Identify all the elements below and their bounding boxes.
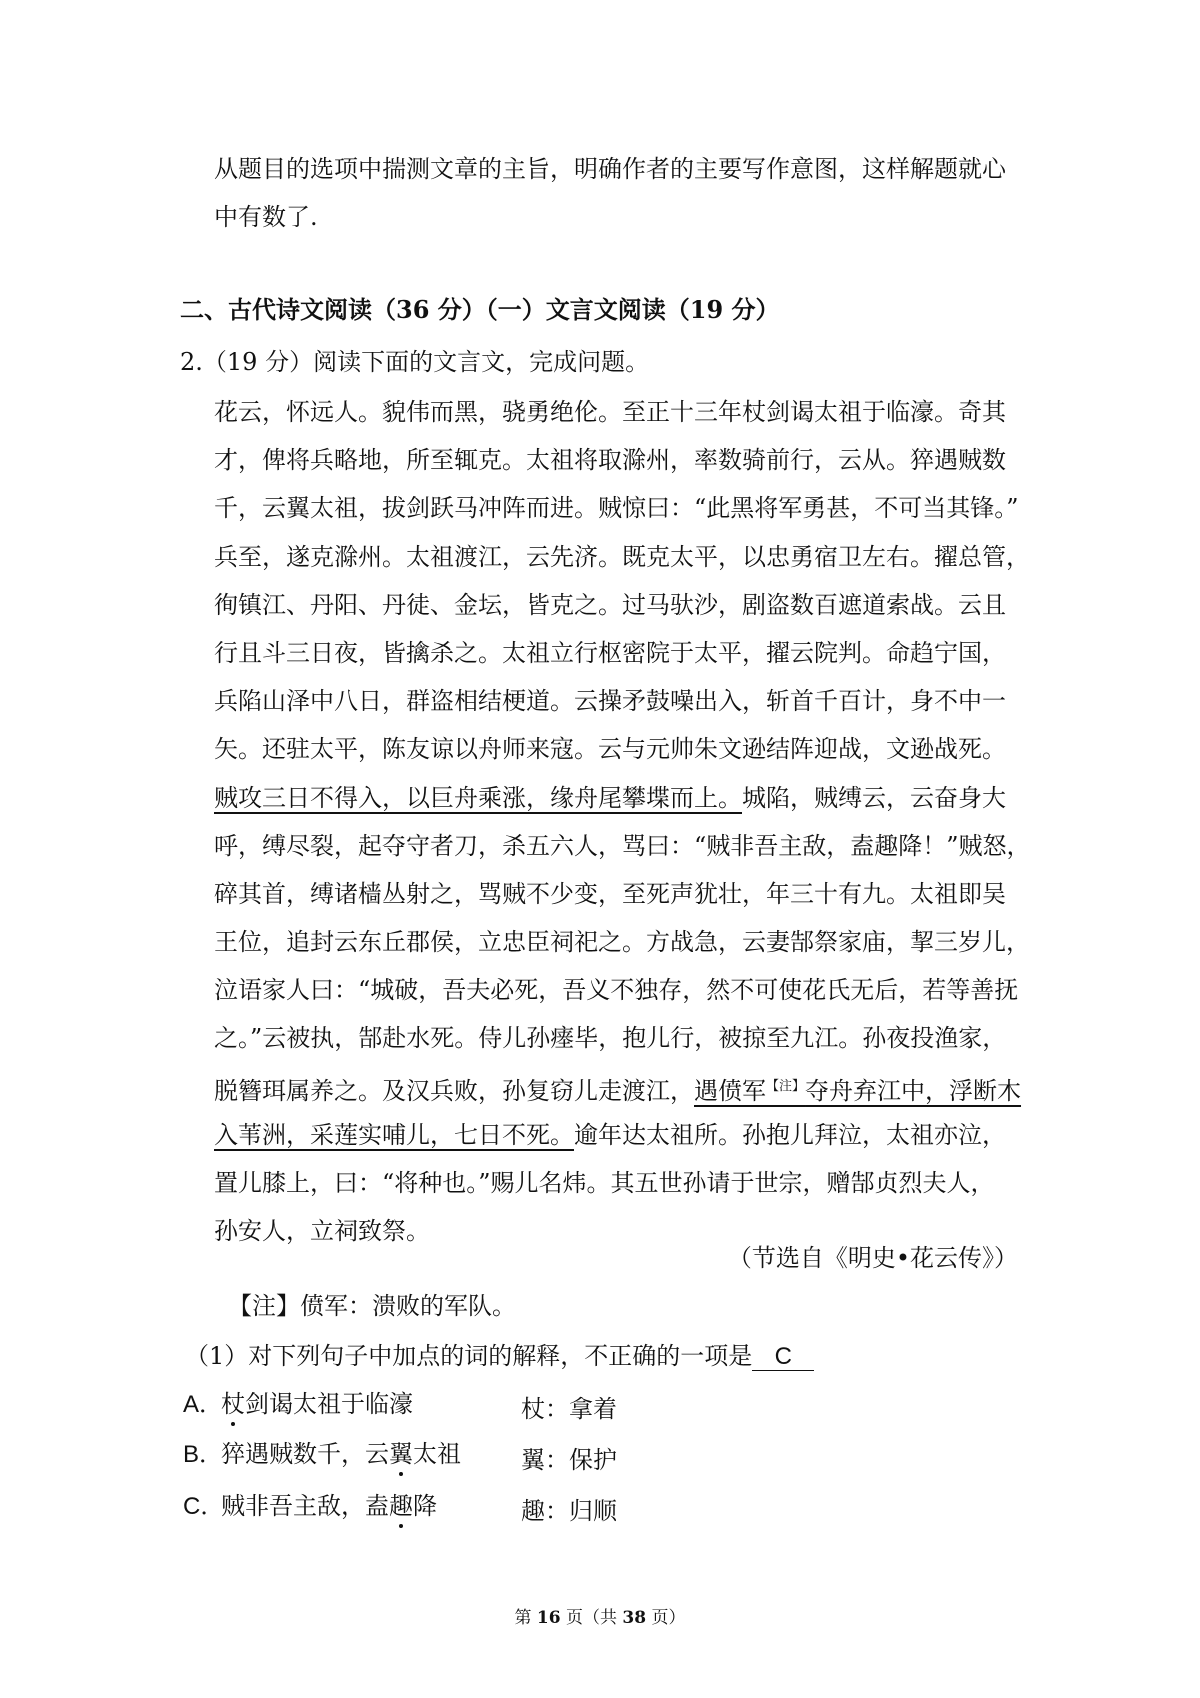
option-a — [183, 1387, 413, 1422]
dotted-word: 翼 — [389, 1440, 413, 1468]
footer-text: 页） — [646, 1608, 686, 1628]
passage-line: 孙安人，立祠致祭。 — [214, 1217, 430, 1246]
option-text: 猝遇贼数千，云 — [221, 1440, 389, 1468]
option-b — [183, 1437, 461, 1472]
section-title: 二、古代诗文阅读（36 分）（一）文言文阅读（19 分） — [180, 295, 780, 324]
passage-line — [214, 774, 1024, 822]
passage-line: 之。”云被执，郜赴水死。侍儿孙瘗毕，抱儿行，被掠至九江。孙夜投渔家， — [214, 1024, 1007, 1053]
passage-text: 脱簪珥属养之。及汉兵败，孙复窃儿走渡江， — [214, 1076, 694, 1105]
passage-line: 千，云翼太祖，拔剑跃马冲阵而进。贼惊曰：“此黑将军勇甚，不可当其锋。” — [214, 494, 1019, 523]
underlined-sentence: 贼攻三日不得入，以巨舟乘涨，缘舟尾攀堞而上。 — [214, 783, 742, 812]
underlined-sentence: 入苇洲，采莲实哺儿，七日不死。 — [214, 1120, 574, 1149]
option-text: 剑谒太祖于临濠 — [245, 1390, 413, 1418]
option-letter: C． — [183, 1493, 225, 1520]
page-total: 38 — [622, 1608, 647, 1628]
underlined-sentence — [694, 1077, 1021, 1105]
passage-line: 徇镇江、丹阳、丹徒、金坛，皆克之。过马驮沙，剧盗数百遮道索战。云且 — [214, 590, 1006, 619]
dotted-word: 杖 — [221, 1390, 245, 1418]
passage-source: （节选自《明史•花云传》） — [727, 1244, 1018, 1272]
passage-line: 花云，怀远人。貌伟而黑，骁勇绝伦。至正十三年杖剑谒太祖于临濠。奇其 — [214, 398, 1006, 426]
intro-paragraph — [214, 145, 1034, 241]
passage-line: 兵陷山泽中八日，群盗相结梗道。云操矛鼓噪出入，斩首千百计，身不中一 — [214, 687, 1006, 716]
footnote: 【注】偾军：溃败的军队。 — [228, 1292, 516, 1320]
passage-text: 城陷，贼缚云，云奋身大 — [742, 783, 1006, 812]
passage-line: 才，俾将兵略地，所至辄克。太祖将取滁州，率数骑前行，云从。猝遇贼数 — [214, 446, 1006, 475]
footer-text: 第 — [514, 1608, 537, 1628]
subquestion-text: （1）对下列句子中加点的词的解释，不正确的一项是 — [185, 1342, 753, 1370]
passage-line: 行且斗三日夜，皆擒杀之。太祖立行枢密院于太平，擢云院判。命趋宁国， — [214, 638, 1006, 667]
option-b-gloss: 翼：保护 — [521, 1446, 617, 1474]
option-letter: A． — [183, 1391, 224, 1418]
passage-text: 逾年达太祖所。孙抱儿拜泣，太祖亦泣， — [574, 1120, 1006, 1149]
page-footer — [0, 1606, 1200, 1630]
classical-passage — [214, 388, 1031, 1255]
passage-line — [214, 1111, 1024, 1159]
option-a-gloss: 杖：拿着 — [521, 1395, 617, 1423]
note-marker: 【注】 — [766, 1078, 806, 1094]
subquestion-1 — [185, 1339, 814, 1373]
option-c-gloss: 趣：归顺 — [521, 1497, 617, 1525]
passage-line: 泣语家人曰：“城破，吾夫必死，吾义不独存，然不可使花氏无后，若等善抚 — [214, 976, 1019, 1005]
passage-text: 遇偾军 — [694, 1076, 766, 1105]
option-c — [183, 1489, 437, 1524]
passage-line: 矢。还驻太平，陈友谅以舟师来寇。云与元帅朱文逊结阵迎战，文逊战死。 — [214, 735, 1006, 764]
passage-line: 呼，缚尽裂，起夺守者刀，杀五六人，骂曰：“贼非吾主敌，盍趣降！”贼怒， — [214, 831, 1031, 860]
dotted-word: 趣 — [389, 1492, 413, 1520]
page-number: 16 — [536, 1608, 561, 1628]
intro-line: 从题目的选项中揣测文章的主旨，明确作者的主要写作意图，这样解题就心 — [214, 155, 1006, 183]
option-text: 降 — [413, 1492, 437, 1520]
question-stem: 2.（19 分）阅读下面的文言文，完成问题。 — [180, 348, 650, 376]
footer-text: 页（共 — [560, 1608, 623, 1628]
passage-line — [214, 1063, 1024, 1111]
passage-line: 王位，追封云东丘郡侯，立忠臣祠祀之。方战急，云妻郜祭家庙，挈三岁儿， — [214, 928, 1030, 957]
option-letter: B． — [183, 1441, 224, 1468]
option-text: 太祖 — [413, 1440, 461, 1468]
intro-line: 中有数了. — [214, 203, 318, 231]
option-text: 贼非吾主敌，盍 — [221, 1492, 389, 1520]
passage-line: 兵至，遂克滁州。太祖渡江，云先济。既克太平，以忠勇宿卫左右。擢总管， — [214, 542, 1030, 571]
passage-text: 夺舟弃江中，浮断木 — [805, 1076, 1022, 1105]
answer-blank: C — [752, 1340, 814, 1371]
passage-line: 碎其首，缚诸樯丛射之，骂贼不少变，至死声犹壮，年三十有九。太祖即吴 — [214, 879, 1006, 908]
passage-line: 置儿膝上，曰：“将种也。”赐儿名炜。其五世孙请于世宗，赠郜贞烈夫人， — [214, 1169, 995, 1197]
